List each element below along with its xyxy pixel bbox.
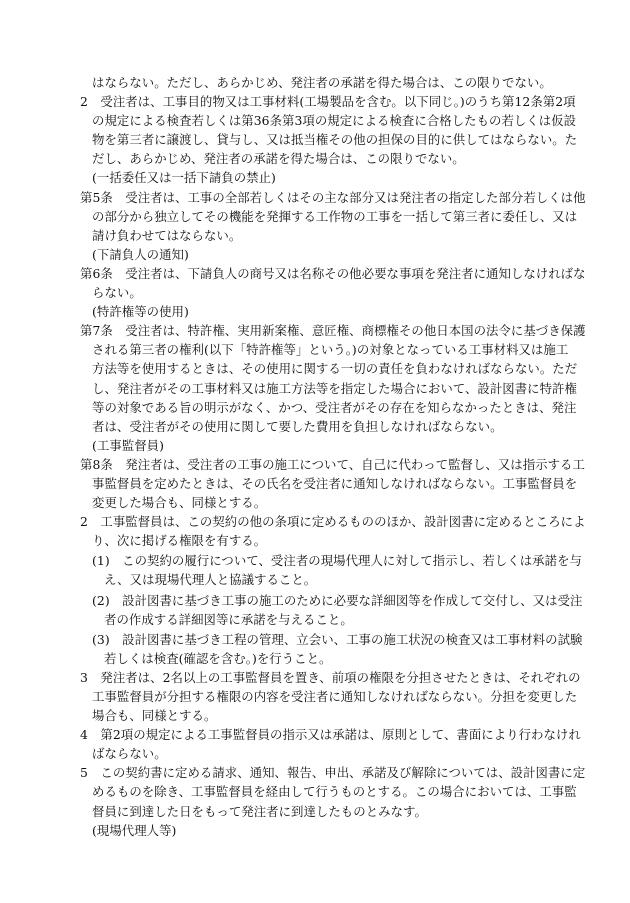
paragraph-2-start: 2 工事監督員は、この契約の他の条項に定めるもののほか、設計図書に定めるところによ	[80, 514, 586, 530]
article-8-start: 第8条 発注者は、受注者の工事の施工について、自己に代わって監督し、又は指示する工	[80, 456, 585, 472]
text-line: 請け負わせてはならない。	[92, 227, 242, 243]
article-5-start: 第5条 受注者は、工事の全部若しくはその主な部分又は発注者の指定した部分若しくは他	[80, 189, 586, 205]
text-line: めるものを除き、工事監督員を経由して行うものとする。この場合においては、工事監	[92, 784, 577, 800]
paragraph-5-start: 5 この契約書に定める請求、通知、報告、申出、承諾及び解除については、設計図書に定	[80, 765, 586, 781]
text-line: らない。	[92, 285, 142, 301]
text-line: だし、あらかじめ、発注者の承諾を得た場合は、この限りでない。	[92, 151, 465, 167]
item-1-start: (1) この契約の履行について、受注者の現場代理人に対して指示し、若しくは承諾を与	[92, 553, 582, 569]
text-line: 工事監督員が分担する権限の内容を受注者に通知しなければならない。分担を変更した	[92, 689, 578, 704]
section-heading: (特許権等の使用)	[92, 304, 189, 320]
item-2-start: (2) 設計図書に基づき工事の施工のために必要な詳細図等を作成して交付し、又は受注	[92, 592, 583, 608]
text-line: し、発注者がその工事材料又は施工方法等を指定した場合において、設計図書に特許権	[92, 380, 577, 396]
text-line: 若しくは検査(確認を含む。)を行うこと。	[104, 650, 332, 666]
text-line: はならない。ただし、あらかじめ、発注者の承諾を得た場合は、この限りでない。	[92, 75, 552, 90]
text-line: え、又は現場代理人と協議すること。	[104, 572, 317, 588]
paragraph-3-start: 3 発注者は、2名以上の工事監督員を置き、前項の権限を分担させたときは、それぞれの	[80, 669, 581, 685]
text-line: 物を第三者に譲渡し、貸与し、又は抵当権その他の担保の目的に供してはならない。た	[92, 132, 578, 148]
section-heading: (一括委任又は一括下請負の禁止)	[92, 170, 276, 186]
text-line: の規定による検査若しくは第36条第3項の規定による検査に合格したもの若しくは仮設	[92, 113, 577, 129]
text-line: 者は、受注者がその使用に関して要した費用を負担しなければならない。	[92, 418, 503, 434]
text-line: 場合も、同様とする。	[92, 708, 217, 724]
text-line: 事監督員を定めたときは、その氏名を受注者に通知しなければならない。工事監督員を	[92, 475, 578, 491]
item-3-start: (3) 設計図書に基づき工程の管理、立会い、工事の施工状況の検査又は工事材料の試験	[92, 631, 583, 647]
section-heading: (下請負人の通知)	[92, 246, 189, 262]
text-line: ばならない。	[92, 746, 167, 762]
text-line: の部分から独立してその機能を発揮する工作物の工事を一括して第三者に委任し、又は	[92, 208, 578, 224]
text-line: 督員に到達した日をもって発注者に到達したものとみなす。	[92, 803, 427, 819]
text-line: り、次に掲げる権限を有する。	[92, 533, 267, 549]
paragraph-4-start: 4 第2項の規定による工事監督員の指示又は承諾は、原則として、書面により行わなけれ	[80, 727, 581, 743]
paragraph-2-start: 2 受注者は、工事目的物又は工事材料(工場製品を含む。以下同じ。)のうち第12条第2項	[80, 94, 576, 110]
article-7-start: 第7条 受注者は、特許権、実用新案権、意匠権、商標権その他日本国の法令に基づき保護	[80, 323, 586, 339]
text-line: 等の対象である旨の明示がなく、かつ、受注者がその存在を知らなかったときは、発注	[92, 399, 577, 415]
text-line: 者の作成する詳細図等に承諾を与えること。	[104, 611, 353, 627]
text-line: 変更した場合も、同様とする。	[92, 495, 267, 511]
text-line: 方法等を使用するときは、その使用に関する一切の責任を負わなければならない。ただ	[92, 361, 578, 377]
section-heading: (工事監督員)	[92, 437, 164, 453]
text-line: される第三者の権利(以下「特許権等」という。)の対象となっている工事材料又は施工	[92, 342, 569, 358]
article-6-start: 第6条 受注者は、下請負人の商号又は名称その他必要な事項を発注者に通知しなければな	[80, 265, 586, 281]
section-heading: (現場代理人等)	[92, 822, 177, 838]
